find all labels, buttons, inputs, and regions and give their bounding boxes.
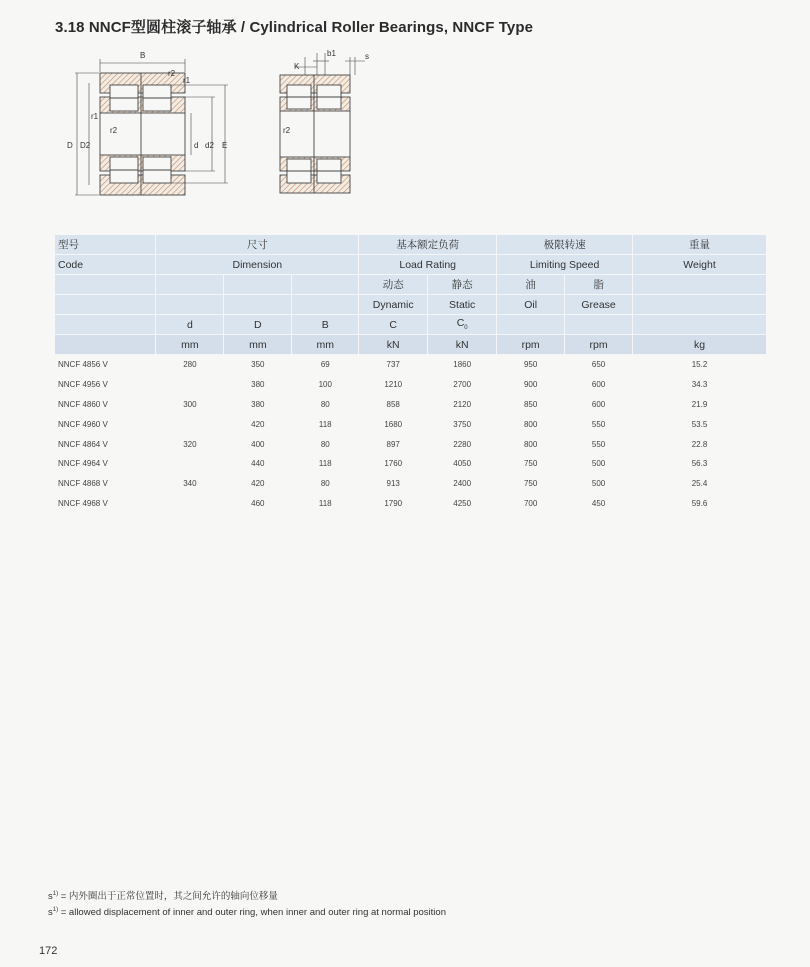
label-r2-left: r2	[110, 126, 118, 135]
label-r2-right: r2	[283, 126, 291, 135]
cell-D: 420	[251, 419, 265, 429]
cell-d: 300	[183, 399, 197, 409]
label-d2: d2	[205, 141, 214, 150]
bearing-drawing	[55, 45, 385, 225]
hdr-weight-cn: 重量	[633, 235, 767, 255]
cell-oil: 750	[523, 459, 538, 469]
label-s: s	[365, 52, 369, 61]
label-E: E	[222, 141, 228, 150]
footnote-en: $s^{1)}$ = allowed displacement of inner and outer ring, when inner and outer ring at normal position	[48, 907, 446, 919]
cell-C: 1210	[384, 380, 403, 390]
cell-C: 897	[386, 439, 400, 449]
cell-B: 69	[320, 360, 330, 370]
sub-dynamic-cn: 动态	[359, 275, 428, 295]
data-rows	[55, 355, 767, 514]
subheader-row-cn	[55, 275, 767, 295]
label-d: d	[194, 141, 199, 150]
sym-D: D	[224, 315, 292, 335]
cell-d: 320	[183, 439, 197, 449]
subheader-row-en	[55, 295, 767, 315]
table-row	[55, 454, 767, 474]
cell-grease: 500	[591, 479, 606, 489]
cell-oil: 800	[523, 419, 538, 429]
title-name: Cylindrical Roller Bearings, NNCF Type	[249, 19, 534, 36]
cell-kg: 34.3	[691, 380, 708, 390]
sub-oil-cn: 油	[497, 275, 565, 295]
sub-dynamic-en: Dynamic	[359, 295, 428, 315]
unit-oil: rpm	[497, 335, 565, 355]
cell-d: 280	[183, 360, 197, 370]
hdr-dimension-cn: 尺寸	[156, 235, 359, 255]
unit-B: mm	[292, 335, 359, 355]
label-r1-top: r1	[183, 76, 191, 85]
table-row	[55, 434, 767, 454]
label-B: B	[140, 51, 146, 60]
cell-kg: 53.5	[691, 419, 708, 429]
sym-d: d	[156, 315, 224, 335]
cell-kg: 59.6	[691, 498, 708, 508]
header-row-cn	[55, 235, 767, 255]
table-row	[55, 375, 767, 395]
cell-C0: 2400	[453, 479, 472, 489]
page-title	[55, 16, 533, 37]
symbol-row	[55, 315, 767, 335]
cell-C: 1680	[384, 419, 403, 429]
cell-d	[156, 494, 224, 514]
cell-D: 420	[251, 479, 265, 489]
cell-oil: 800	[523, 439, 538, 449]
cell-D: 460	[251, 498, 265, 508]
table-row	[55, 355, 767, 375]
cell-grease: 500	[591, 459, 606, 469]
cell-code: NNCF 4856 V	[58, 360, 108, 370]
label-b1: b1	[327, 49, 336, 58]
cell-B: 100	[318, 380, 332, 390]
cell-grease: 600	[591, 399, 606, 409]
cell-code: NNCF 4868 V	[58, 479, 108, 489]
cell-d: 340	[183, 479, 197, 489]
cell-grease: 650	[591, 360, 606, 370]
cell-C: 737	[386, 360, 400, 370]
cell-C: 1790	[384, 498, 403, 508]
label-r2-top: r2	[168, 69, 176, 78]
sub-oil-en: Oil	[497, 295, 565, 315]
sub-static-en: Static	[428, 295, 497, 315]
cell-code: NNCF 4960 V	[58, 419, 108, 429]
cell-grease: 600	[591, 380, 606, 390]
cell-C0: 2700	[453, 380, 472, 390]
hdr-load-en: Load Rating	[359, 255, 497, 275]
cell-B: 80	[320, 479, 330, 489]
footnote-cn: $s^{1)}$ = 内外圈出于正常位置时，其之间允许的轴向位移量	[48, 890, 278, 902]
cell-C: 858	[386, 399, 400, 409]
cell-B: 118	[318, 419, 332, 429]
unit-row	[55, 335, 767, 355]
cell-oil: 900	[523, 380, 538, 390]
hdr-code-en: Code	[55, 255, 156, 275]
unit-C: kN	[359, 335, 428, 355]
sym-B: B	[292, 315, 359, 335]
hdr-code-cn: 型号	[55, 235, 156, 255]
hdr-speed-cn: 极限转速	[497, 235, 633, 255]
cell-kg: 22.8	[691, 439, 708, 449]
unit-grease: rpm	[565, 335, 633, 355]
cell-C0: 2120	[453, 399, 472, 409]
page-number: 172	[39, 945, 58, 957]
cell-grease: 550	[591, 439, 606, 449]
label-D: D	[67, 141, 73, 150]
cell-d	[156, 414, 224, 434]
cell-oil: 700	[523, 498, 538, 508]
cell-code: NNCF 4956 V	[58, 380, 108, 390]
cell-d	[156, 375, 224, 395]
unit-D: mm	[224, 335, 292, 355]
cell-oil: 950	[523, 360, 538, 370]
cell-D: 380	[251, 399, 265, 409]
cell-C0: 4050	[453, 459, 472, 469]
cell-D: 350	[251, 360, 265, 370]
sym-C0-sub: 0	[464, 325, 468, 332]
title-prefix: 3.18 NNCF型圆柱滚子轴承 /	[55, 19, 250, 36]
unit-C0: kN	[428, 335, 497, 355]
cell-B: 118	[318, 459, 332, 469]
label-r1-left: r1	[91, 112, 99, 121]
label-D2: D2	[80, 141, 91, 150]
cell-oil: 750	[523, 479, 538, 489]
cell-code: NNCF 4968 V	[58, 498, 108, 508]
sym-C: C	[359, 315, 428, 335]
cell-grease: 450	[591, 498, 606, 508]
cell-oil: 850	[523, 399, 538, 409]
cell-kg: 25.4	[691, 479, 708, 489]
header-row-en	[55, 255, 767, 275]
cell-kg: 15.2	[691, 360, 708, 370]
cell-C0: 3750	[453, 419, 472, 429]
cell-kg: 21.9	[691, 399, 708, 409]
hdr-dimension-en: Dimension	[156, 255, 359, 275]
cell-D: 380	[251, 380, 265, 390]
cell-C0: 2280	[453, 439, 472, 449]
right-view	[280, 53, 365, 193]
cell-D: 400	[251, 439, 265, 449]
sub-static-cn: 静态	[428, 275, 497, 295]
hdr-weight-en: Weight	[633, 255, 767, 275]
cell-code: NNCF 4860 V	[58, 399, 108, 409]
sym-C0: $C_0$	[428, 315, 497, 335]
cell-kg: 56.3	[691, 459, 708, 469]
table-row	[55, 395, 767, 415]
sub-grease-cn: 脂	[565, 275, 633, 295]
unit-weight: kg	[633, 335, 767, 355]
cell-grease: 550	[591, 419, 606, 429]
label-K: K	[294, 62, 300, 71]
table-row	[55, 474, 767, 494]
cell-C: 913	[386, 479, 400, 489]
hdr-speed-en: Limiting Speed	[497, 255, 633, 275]
left-view	[75, 59, 228, 195]
cell-d	[156, 454, 224, 474]
sub-grease-en: Grease	[565, 295, 633, 315]
cell-code: NNCF 4964 V	[58, 459, 108, 469]
cell-C0: 4250	[453, 498, 472, 508]
cell-C: 1760	[384, 459, 403, 469]
cell-D: 440	[251, 459, 265, 469]
cell-B: 118	[318, 498, 332, 508]
cell-B: 80	[320, 399, 330, 409]
table-row	[55, 494, 767, 514]
cell-B: 80	[320, 439, 330, 449]
spec-table	[55, 235, 767, 513]
unit-d: mm	[156, 335, 224, 355]
table-row	[55, 414, 767, 434]
cell-code: NNCF 4864 V	[58, 439, 108, 449]
hdr-load-cn: 基本额定负荷	[359, 235, 497, 255]
cell-C0: 1860	[453, 360, 472, 370]
